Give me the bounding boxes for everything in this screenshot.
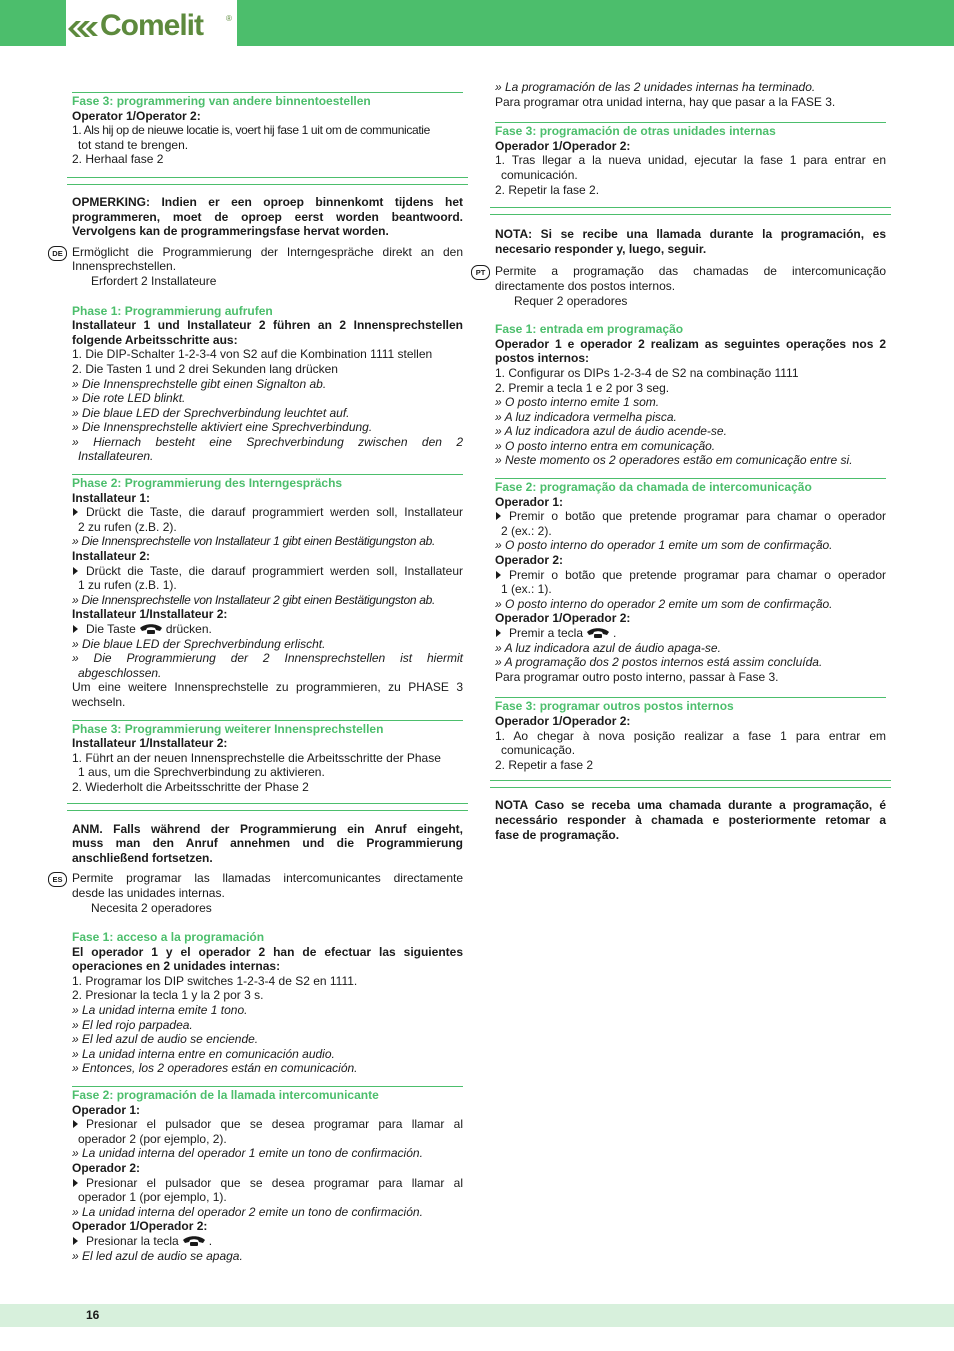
de-phase2-installer12-action <box>72 622 463 637</box>
pt-phase1-heading: Fase 1: entrada em programação <box>495 322 684 337</box>
de-phase1-result1: » Die Innensprechstelle gibt einen Signalton ab. <box>72 376 327 391</box>
es-phase2-heading: Fase 2: programación de la llamada intercomunicante <box>72 1086 463 1103</box>
es-phase2-operator12-result: » El led azul de audio se apaga. <box>72 1248 243 1263</box>
nl-phase3-operator: Operator 1/Operator 2: <box>72 108 201 123</box>
pt-phase2-operator1-action <box>495 509 886 524</box>
es-phase2-operator12: Operador 1/Operador 2: <box>72 1219 208 1234</box>
es-phase1-result5: » Entonces, los 2 operadores están en comunicación. <box>72 1061 358 1076</box>
section-divider <box>72 803 463 811</box>
de-phase1-intro2: folgende Arbeitsschritte aus: <box>72 332 238 347</box>
es-phase2-operator1-action <box>72 1117 463 1132</box>
pt-phase2-operator1: Operador 1: <box>495 494 564 509</box>
de-note-line3: anschließend fortsetzen. <box>72 850 213 865</box>
nl-phase3-step1: 1. Als hij op de nieuwe locatie is, voert hij fase 1 uit om de communicatie <box>72 123 430 138</box>
pt-phase1-intro1: Operador 1 e operador 2 realizam as seguintes operações nos 2 <box>495 336 886 351</box>
logo-wordmark: Comelit <box>100 9 204 42</box>
es-phase2-operator2-result: » La unidad interna del operador 2 emite un tono de confirmación. <box>72 1204 423 1219</box>
pt-phase1-result5: » Neste momento os 2 operadores estão em comunicação entre si. <box>495 453 853 468</box>
handset-icon <box>586 628 610 639</box>
de-phase3-step2: 2. Wiederholt die Arbeitsschritte der Phase 2 <box>72 779 309 794</box>
de-phase2-installer2-action <box>72 564 463 579</box>
de-language-badge: DE <box>48 246 67 261</box>
pt-phase2-operator12-action: Premir a tecla . <box>495 626 886 641</box>
pt-note-line2: necessário responder à chamada e posteriormente retomar a <box>495 812 886 827</box>
es-phase1-result3: » El led azul de audio se enciende. <box>72 1032 259 1047</box>
pt-phase2-operator1-action-cont: 2 (ex.: 2). <box>501 523 552 538</box>
pt-language-badge: PT <box>471 265 490 280</box>
de-note-line2: muss man den Anruf annehmen und die Programmierung <box>72 836 463 851</box>
pt-note-line3: fase de programação. <box>495 827 620 842</box>
nl-phase3-step2: 2. Herhaal fase 2 <box>72 152 164 167</box>
es-phase2-end: Para programar otra unidad interna, hay que pasar a la FASE 3. <box>495 94 836 109</box>
de-phase2-result1: » Die blaue LED der Sprechverbindung erlischt. <box>72 636 326 651</box>
es-phase2-operator2-text: Presionar el pulsador que se desea programar para llamar al <box>86 1175 463 1190</box>
pt-phase1-result2: » A luz indicadora vermelha pisca. <box>495 409 677 424</box>
es-language-badge: ES <box>48 872 67 887</box>
triangle-bullet-icon <box>73 567 78 575</box>
de-phase2-installer2: Installateur 2: <box>72 549 151 564</box>
pt-phase3-operator: Operador 1/Operador 2: <box>495 713 631 728</box>
es-phase2-result2: » La programación de las 2 unidades internas ha terminado. <box>495 80 816 94</box>
pt-phase2-operator1-text: Premir o botão que pretende programar para chamar o operador <box>509 509 886 524</box>
de-phase1-step1: 1. Die DIP-Schalter 1-2-3-4 von S2 auf die Kombination 1111 stellen <box>72 347 433 362</box>
es-note-line2: necesario responder y, luego, seguir. <box>495 241 707 256</box>
es-phase2-operator2: Operador 2: <box>72 1161 141 1175</box>
pt-phase2-operator1-result: » O posto interno do operador 1 emite um som de confirmação. <box>495 538 833 553</box>
triangle-bullet-icon <box>73 1120 78 1128</box>
es-phase1-intro1: El operador 1 y el operador 2 han de efectuar las siguientes <box>72 944 463 959</box>
es-note-line1: NOTA: Si se recibe una llamada durante la programación, es <box>495 227 886 242</box>
nl-phase3-heading: Fase 3: programmering van andere binnentoestellen <box>72 92 463 109</box>
es-phase1-step2: 2. Presionar la tecla 1 y la 2 por 3 s. <box>72 988 264 1003</box>
de-phase2-installer1-action-cont: 2 zu rufen (z.B. 2). <box>78 519 177 534</box>
triangle-bullet-icon <box>73 625 78 633</box>
pt-phase2-operator2: Operador 2: <box>495 553 564 568</box>
es-intro-line3: Necesita 2 operadores <box>91 900 212 915</box>
triangle-bullet-icon <box>73 1237 78 1245</box>
es-phase1-step1: 1. Programar los DIP switches 1-2-3-4 de S2 en 1111. <box>72 973 358 988</box>
de-phase2-installer1-text: Drückt die Taste, die darauf programmiert werden soll, Installateur <box>86 505 463 520</box>
de-phase2-end1: Um eine weitere Innensprechstelle zu programmieren, zu PHASE 3 <box>72 680 463 695</box>
de-phase2-result2: » Die Programmierung der 2 Innensprechstellen ist hiermit <box>72 651 463 666</box>
pt-phase1-result1: » O posto interno emite 1 som. <box>495 395 660 410</box>
nl-phase3-step1-cont: tot stand te brengen. <box>78 137 189 152</box>
de-phase1-result5: » Hiernach besteht eine Sprechverbindung zwischen den 2 <box>72 434 463 449</box>
de-phase3-heading: Phase 3: Programmierung weiterer Innensprechstellen <box>72 720 463 737</box>
pt-phase3-step1-cont: comunicação. <box>501 743 576 758</box>
nl-note-line2: programmeren, moet de oproep eerst worden beantwoord. <box>72 209 463 224</box>
es-phase1-heading: Fase 1: acceso a la programación <box>72 930 265 945</box>
section-divider <box>495 780 886 788</box>
de-phase2-end2: wechseln. <box>72 694 126 709</box>
pt-phase1-result4: » O posto interno entra em comunicação. <box>495 438 716 453</box>
de-phase2-installer2-result: » Die Innensprechstelle von Installateur 2 gibt einen Bestätigungston ab. <box>72 592 436 607</box>
de-phase3-step1: 1. Führt an der neuen Innensprechstelle die Arbeitsschritte der Phase <box>72 750 441 765</box>
es-phase2-operator1-text: Presionar el pulsador que se desea programar para llamar al <box>86 1117 463 1132</box>
de-phase1-result5-cont: Installateuren. <box>78 449 154 464</box>
de-phase2-installer2-action-cont: 1 zu rufen (z.B. 1). <box>78 578 177 593</box>
section-divider <box>495 207 886 215</box>
pt-phase2-operator2-action-cont: 1 (ex.: 1). <box>501 582 552 597</box>
pt-phase2-result2: » A programação dos 2 postos internos está assim concluída. <box>495 655 823 670</box>
pt-phase2-heading: Fase 2: programação da chamada de intercomunicação <box>495 478 886 495</box>
de-intro <box>52 244 463 289</box>
pt-phase2-operator2-action <box>495 568 886 583</box>
de-phase2-key-text: Die Taste <box>86 622 136 636</box>
pt-note-line1: NOTA Caso se receba uma chamada durante a programação, é <box>495 798 886 813</box>
de-phase1-heading: Phase 1: Programmierung aufrufen <box>72 303 273 318</box>
pt-phase3-step2: 2. Repetir a fase 2 <box>495 757 594 772</box>
de-phase2-heading: Phase 2: Programmierung des Interngesprächs <box>72 474 463 491</box>
page-number: 16 <box>86 1308 100 1322</box>
de-intro-line3: Erfordert 2 Installateure <box>91 273 217 288</box>
triangle-bullet-icon <box>496 512 501 520</box>
pt-phase1-intro2: postos internos: <box>495 351 590 366</box>
pt-intro-line3: Requer 2 operadores <box>514 293 628 308</box>
es-phase3-step1: 1. Tras llegar a la nueva unidad, ejecutar la fase 1 para entrar en <box>495 153 886 168</box>
de-phase2-installer1-result: » Die Innensprechstelle von Installateur 1 gibt einen Bestätigungston ab. <box>72 534 436 549</box>
left-column <box>52 80 463 1263</box>
de-intro-line2: Innensprechstellen. <box>72 259 177 274</box>
pt-phase2-operator12: Operador 1/Operador 2: <box>495 611 631 626</box>
de-phase1-result3: » Die blaue LED der Sprechverbindung leuchtet auf. <box>72 405 350 420</box>
es-phase1-result1: » La unidad interna emite 1 tono. <box>72 1003 248 1018</box>
de-phase1-result4: » Die Innensprechstelle aktiviert eine Sprechverbindung. <box>72 420 373 435</box>
triangle-bullet-icon <box>496 629 501 637</box>
pt-phase3-heading: Fase 3: programar outros postos internos <box>495 697 886 714</box>
es-phase3-step2: 2. Repetir la fase 2. <box>495 182 600 197</box>
pt-phase1-step2: 2. Premir a tecla 1 e 2 por 3 seg. <box>495 380 670 395</box>
de-phase3-installer: Installateur 1/Installateur 2: <box>72 736 228 751</box>
es-phase1-intro2: operaciones en 2 unidades internas: <box>72 959 281 974</box>
handset-icon <box>182 1236 206 1247</box>
triangle-bullet-icon <box>73 508 78 516</box>
pt-intro-line1: Permite a programação das chamadas de intercomunicação <box>495 264 886 279</box>
de-phase1-intro1: Installateur 1 und Installateur 2 führen an 2 Innensprechstellen <box>72 318 463 333</box>
footer-bar <box>0 1304 954 1327</box>
es-phase2-key-text: Presionar la tecla <box>86 1233 179 1248</box>
de-note-line1: ANM. Falls während der Programmierung ein Anruf eingeht, <box>72 821 463 836</box>
pt-phase2-result1: » A luz indicadora azul de áudio apaga-se. <box>495 640 721 655</box>
right-column <box>475 80 886 842</box>
pt-phase2-key-text: Premir a tecla <box>509 626 584 640</box>
es-phase2-operator2-action-cont: operador 1 (por ejemplo, 1). <box>78 1190 227 1205</box>
pt-phase1-result3: » A luz indicadora azul de áudio acende-se. <box>495 424 727 439</box>
pt-intro <box>475 264 886 308</box>
pt-phase2-operator2-text: Premir o botão que pretende programar para chamar o operador <box>509 567 886 582</box>
nl-note-line3: Vervolgens kan de programmeringsfase hervat worden. <box>72 224 389 239</box>
es-phase2-operator2-action <box>72 1176 463 1191</box>
section-divider <box>72 177 463 185</box>
triangle-bullet-icon <box>73 1179 78 1187</box>
es-phase3-heading: Fase 3: programación de otras unidades internas <box>495 122 886 139</box>
es-phase2-operator1-action-cont: operador 2 (por ejemplo, 2). <box>78 1131 227 1146</box>
triangle-bullet-icon <box>496 571 501 579</box>
es-phase2-operator1: Operador 1: <box>72 1102 141 1117</box>
brand-logo <box>66 0 237 46</box>
de-phase2-installer12: Installateur 1/Installateur 2: <box>72 607 228 622</box>
handset-icon <box>139 624 163 635</box>
logo-mark-icon <box>68 18 98 40</box>
pt-phase2-operator2-result: » O posto interno do operador 2 emite um som de confirmação. <box>495 596 833 611</box>
nl-note-line1: OPMERKING: Indien er een oproep binnenkomt tijdens het <box>72 194 463 209</box>
de-phase2-installer1-action <box>72 505 463 520</box>
es-intro <box>52 871 463 915</box>
de-phase3-step1-cont: 1 aus, um die Sprechverbindung zu aktivieren. <box>78 765 325 780</box>
de-intro-line1: Ermöglicht die Programmierung der Interngespräche direkt an den <box>72 244 463 259</box>
de-phase2-installer1: Installateur 1: <box>72 490 151 505</box>
es-phase1-result2: » El led rojo parpadea. <box>72 1017 193 1032</box>
es-phase2-operator1-result: » La unidad interna del operador 1 emite un tono de confirmación. <box>72 1146 423 1161</box>
logo-registered-mark: ® <box>226 14 232 23</box>
de-phase1-step2: 2. Die Tasten 1 und 2 drei Sekunden lang drücken <box>72 361 338 376</box>
de-phase1-result2: » Die rote LED blinkt. <box>72 391 186 406</box>
pt-phase1-step1: 1. Configurar os DIPs 1-2-3-4 de S2 na combinação 1111 <box>495 365 799 380</box>
de-phase2-installer2-text: Drückt die Taste, die darauf programmiert werden soll, Installateur <box>86 563 463 578</box>
pt-intro-line2: directamente dos postos internos. <box>495 278 676 293</box>
es-phase3-operator: Operador 1/Operador 2: <box>495 138 631 153</box>
de-phase2-result2-cont: abgeschlossen. <box>78 665 162 680</box>
es-intro-line2: desde las unidades internas. <box>72 885 225 900</box>
pt-phase2-end: Para programar outro posto interno, passar à Fase 3. <box>495 669 779 684</box>
de-phase2-press-text: drücken. <box>165 622 212 636</box>
es-phase1-result4: » La unidad interna entre en comunicación audio. <box>72 1046 335 1061</box>
es-phase2-operator12-action: Presionar la tecla . <box>72 1234 463 1249</box>
es-intro-line1: Permite programar las llamadas intercomunicantes directamente <box>72 871 463 886</box>
pt-phase3-step1: 1. Ao chegar à nova posição realizar a fase 1 para entrar em <box>495 728 886 743</box>
es-phase3-step1-cont: comunicación. <box>501 167 578 182</box>
